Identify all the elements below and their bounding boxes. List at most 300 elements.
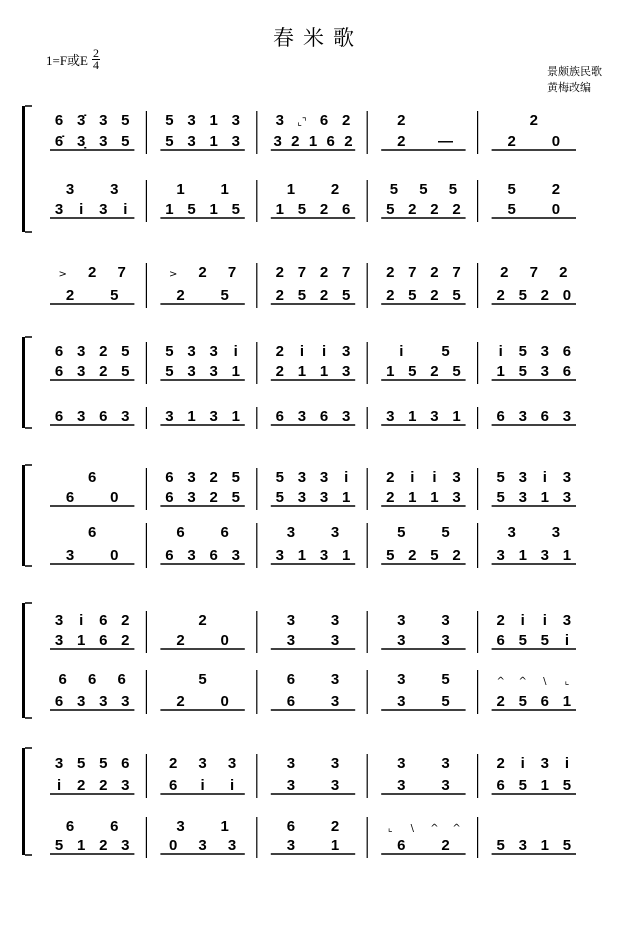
note-digit: 6 [88,671,97,688]
note-digit: ⌞ [387,823,393,834]
note-digit: 6 [54,343,64,360]
note-digit: 3 [121,837,130,854]
note-digit: 3 [386,408,395,425]
note-digit: 3 [518,469,527,486]
note-digit: 5 [231,201,240,218]
note-digit: 3 [562,612,572,629]
note-digit: 5 [419,181,428,198]
note-digit: 1 [518,547,527,564]
note-digit: 5 [408,363,417,380]
note-digit: 5 [110,287,119,304]
note-digit: 3 [54,755,64,772]
note-digit: i [399,343,404,360]
note-digit: 5 [275,489,285,506]
note-digit: 6 [540,693,550,710]
note-digit: 5 [231,469,240,486]
note-digit: 3 [286,777,296,794]
note-digit: i [229,777,235,794]
note-digit: 5 [397,524,406,541]
note-digit: \ [543,676,547,687]
note-digit: 1 [165,201,174,218]
note-digit: 3 [319,489,329,506]
note-digit: 3 [441,632,450,649]
note-digit: 5 [341,287,351,304]
note-digit: 2 [198,264,207,281]
note-digit: 3 [397,632,406,649]
note-digit: 3̣ [76,133,86,150]
note-digit: 3 [54,632,64,649]
note-digit: 5 [507,201,516,218]
note-digit: > [168,269,178,280]
note-digit: 2 [430,264,439,281]
note-digit: 6 [110,818,119,835]
note-digit: 2 [88,264,97,281]
note-digit: 3 [110,181,119,198]
note-digit: ^ [452,823,461,834]
note-digit: 3 [198,755,207,772]
note-digit: i [344,469,349,486]
note-digit: 3 [452,469,461,486]
note-digit: i [410,469,415,486]
score-title: 春米歌 [273,26,363,50]
note-digit: 0 [562,287,572,304]
note-digit: i [432,469,437,486]
note-digit: 3 [330,632,340,649]
note-digit: 2 [198,612,207,629]
note-digit: 5 [198,671,207,688]
note-digit: 2 [291,133,300,150]
note-digit: 1 [76,632,86,649]
note-digit: 3 [121,408,130,425]
note-digit: 5 [165,133,174,150]
note-digit: 2 [319,264,329,281]
note-digit: 3 [452,489,461,506]
note-digit: 0 [168,837,178,854]
note-digit: 3 [397,777,406,794]
note-digit: 2 [121,612,130,629]
note-digit: ^ [430,823,439,834]
note-digit: 6 [562,343,572,360]
note-digit: 7 [408,264,417,281]
note-digit: 1 [187,408,196,425]
note-digit: 3 [187,112,196,129]
time-signature-top: 2 [93,46,100,60]
note-digit: 3 [187,547,196,564]
note-digit: 1 [209,112,218,129]
note-digit: 5 [165,343,174,360]
note-digit: i [564,755,570,772]
note-digit: 2 [496,693,505,710]
note-digit: 2 [529,112,538,129]
note-digit: 2 [559,264,568,281]
note-digit: 3 [273,133,282,150]
note-digit: 3 [518,489,527,506]
note-digit: i [564,632,570,649]
system-brace [22,603,25,718]
note-digit: i [498,343,503,360]
note-digit: 5 [452,287,461,304]
note-digit: 1 [76,837,86,854]
note-digit: 3 [330,693,340,710]
note-digit: 7 [529,264,538,281]
note-digit: 3 [209,408,218,425]
note-digit: 3 [297,408,307,425]
note-digit: 3 [76,343,86,360]
note-digit: 5 [518,287,527,304]
note-digit: 0 [110,489,119,506]
credit-origin: 景颇族民歌 [547,65,602,78]
note-digit: 1 [540,489,550,506]
note-digit: 1 [341,547,351,564]
note-digit: 1 [562,547,572,564]
note-digit: 0 [220,693,229,710]
note-digit: 2 [452,201,461,218]
note-digit: 1 [496,363,505,380]
note-digit: 6 [341,201,351,218]
system-brace [22,337,25,428]
note-digit: 6 [220,524,229,541]
note-digit: 2 [507,133,516,150]
note-digit: 6 [319,408,329,425]
note-digit: 3 [540,755,550,772]
note-digit: 5 [518,343,527,360]
note-digit: 3 [330,612,340,629]
note-digit: 5 [275,469,285,486]
note-digit: 1 [220,181,229,198]
note-digit: 3 [341,363,351,380]
note-digit: 1 [286,181,296,198]
note-digit: 3 [275,547,285,564]
note-digit: 3 [76,693,86,710]
note-digit: 5 [518,632,527,649]
note-digit: 3 [562,469,572,486]
note-digit: 1 [275,201,285,218]
note-digit: 1 [220,818,229,835]
note-digit: 2 [496,612,505,629]
note-digit: 5 [496,837,505,854]
note-digit: > [58,269,67,280]
note-digit: 5 [389,181,399,198]
note-digit: 3 [99,693,108,710]
note-digit: 2 [99,777,108,794]
note-digit: ^ [518,676,527,687]
note-digit: 5 [441,693,450,710]
note-digit: 3 [187,363,196,380]
note-digit: 3 [187,469,196,486]
note-digit: 1 [176,181,185,198]
note-digit: 3 [99,201,108,218]
note-digit: 5 [562,777,572,794]
note-digit: 5 [518,777,527,794]
note-digit: 7 [117,264,126,281]
note-digit: 6 [496,632,505,649]
note-digit: 5 [562,837,572,854]
note-digit: 6 [319,112,329,129]
note-digit: i [299,343,305,360]
note-digit: 3 [227,837,237,854]
note-digit: 6 [54,112,64,129]
note-digit: ^ [496,676,505,687]
note-digit: 3 [540,547,550,564]
note-digit: 3 [540,363,550,380]
note-digit: 3 [518,408,527,425]
note-digit: 1 [386,363,395,380]
note-digit: 6 [99,632,108,649]
note-digit: 2 [330,818,340,835]
note-digit: 5 [165,112,174,129]
note-digit: 2 [344,133,353,150]
note-digit: 5 [441,343,450,360]
note-digit: 2 [386,469,395,486]
note-digit: 3 [330,671,340,688]
note-digit: 3 [99,133,108,150]
note-digit: 5 [165,363,174,380]
note-digit: 6 [275,408,285,425]
note-digit: 3 [165,408,174,425]
note-digit: 5 [430,547,439,564]
note-digit: 2 [386,264,395,281]
note-digit: 6 [496,408,505,425]
note-digit: 2 [319,201,329,218]
note-digit: 5 [441,524,450,541]
note-digit: i [233,343,238,360]
note-digit: 3 [65,547,75,564]
credit-arranger: 黄梅改编 [547,81,591,94]
note-digit: — [438,133,453,150]
note-digit: 3 [441,755,450,772]
note-digit: 2 [275,363,285,380]
note-digit: i [542,469,547,486]
note-digit: 6̇ [54,133,64,150]
note-digit: 3 [286,632,296,649]
note-digit: 6 [286,818,296,835]
note-digit: 2 [430,201,439,218]
note-digit: 2 [408,547,417,564]
note-digit: 5 [121,363,130,380]
note-digit: 3 [430,408,439,425]
note-digit: 3 [209,343,218,360]
note-digit: 6 [562,363,572,380]
note-digit: 1 [308,133,318,150]
note-digit: 3 [54,612,64,629]
note-digit: 3 [562,408,572,425]
note-digit: 6 [165,547,174,564]
note-digit: 2 [209,469,218,486]
note-digit: 3 [562,489,572,506]
note-digit: 1 [540,837,550,854]
note-digit: 3 [397,755,406,772]
note-digit: 6 [54,693,64,710]
note-digit: i [520,755,525,772]
note-digit: i [56,777,62,794]
note-digit: 3 [187,133,196,150]
note-digit: 5 [507,181,516,198]
note-digit: 6 [540,408,550,425]
time-signature-bottom: 4 [93,58,100,72]
note-digit: 6 [65,489,75,506]
note-digit: 3 [397,671,406,688]
note-digit: 1 [540,777,550,794]
note-digit: i [79,201,84,218]
note-digit: 3 [330,755,340,772]
note-digit: 3 [496,547,505,564]
note-digit: ⌞⌝ [297,117,307,128]
note-digit: 3 [65,181,75,198]
note-digit: 2 [176,287,185,304]
note-digit: 6 [165,489,174,506]
note-digit: 3 [286,524,296,541]
note-digit: 1 [297,363,307,380]
note-digit: 2 [330,181,340,198]
note-digit: 6 [168,777,178,794]
note-digit: 2 [430,363,439,380]
note-digit: 6 [286,671,296,688]
note-digit: i [200,777,205,794]
note-digit: 2 [452,547,461,564]
note-digit: 0 [551,201,561,218]
note-digit: i [79,612,84,629]
note-digit: 7 [452,264,461,281]
note-digit: 6 [65,818,75,835]
note-digit: 2 [168,755,178,772]
note-digit: 3 [297,489,307,506]
note-digit: 2 [99,363,108,380]
note-digit: 3 [121,693,130,710]
note-digit: 2 [209,489,218,506]
note-digit: 1 [330,837,340,854]
note-digit: 6 [326,133,335,150]
note-digit: 2 [500,264,509,281]
note-digit: 3̇ [76,112,86,129]
note-digit: 6 [496,777,505,794]
note-digit: 2 [275,343,285,360]
note-digit: 6 [54,363,64,380]
note-digit: 3 [76,408,86,425]
note-digit: 1 [562,693,572,710]
note-digit: 6 [176,524,185,541]
note-digit: 2 [386,287,395,304]
note-digit: 3 [54,201,64,218]
note-digit: 5 [297,201,307,218]
note-digit: 3 [319,547,329,564]
note-digit: 3 [286,612,296,629]
note-digit: 2 [176,632,185,649]
note-digit: 5 [386,547,395,564]
note-digit: 5 [441,671,450,688]
note-digit: 2 [341,112,351,129]
note-digit: 1 [341,489,351,506]
system-brace [22,465,25,566]
note-digit: 3 [441,777,450,794]
note-digit: 3 [231,133,240,150]
note-digit: 6 [88,469,97,486]
key-text: 1=F或E [46,53,89,68]
note-digit: 3 [341,408,351,425]
note-digit: 3 [507,524,516,541]
system-brace [22,748,25,855]
note-digit: 5 [448,181,458,198]
note-digit: 2 [176,693,185,710]
note-digit: 2 [551,181,561,198]
note-digit: 2 [397,112,406,129]
note-digit: 5 [496,489,505,506]
note-digit: 2 [408,201,417,218]
note-digit: 3 [187,489,196,506]
note-digit: 1 [209,201,218,218]
note-digit: i [123,201,128,218]
note-digit: 1 [430,489,439,506]
note-digit: 5 [121,112,130,129]
note-digit: 3 [518,837,527,854]
note-digit: 3 [286,837,296,854]
note-digit: 6 [209,547,218,564]
note-digit: 7 [297,264,307,281]
note-digit: 3 [441,612,450,629]
note-digit: 3 [397,612,406,629]
note-digit: 6 [121,755,130,772]
note-digit: 5 [297,287,307,304]
note-digit: i [542,612,547,629]
note-digit: 7 [227,264,237,281]
note-digit: 1 [452,408,461,425]
note-digit: 2 [386,489,395,506]
note-digit: 5 [518,363,527,380]
note-digit: 3 [209,363,218,380]
note-digit: 3 [231,547,240,564]
note-digit: 3 [330,524,340,541]
note-digit: 3 [187,343,196,360]
note-digit: 2 [397,133,406,150]
note-digit: 5 [187,201,196,218]
note-digit: 1 [408,408,417,425]
note-digit: 3 [76,363,86,380]
note-digit: 6 [117,671,126,688]
note-digit: 2 [275,287,285,304]
note-digit: 2 [99,837,108,854]
note-digit: 3 [176,818,185,835]
note-digit: 3 [121,777,130,794]
note-digit: 5 [76,755,86,772]
note-digit: 2 [496,755,505,772]
note-digit: 6 [99,612,108,629]
note-digit: 5 [540,632,550,649]
note-digit: 6 [397,837,406,854]
note-digit: 6 [88,524,97,541]
note-digit: 2 [76,777,86,794]
note-digit: 2 [99,343,108,360]
note-digit: 1 [231,363,240,380]
note-digit: 0 [110,547,119,564]
note-digit: 3 [231,112,240,129]
note-digit: 3 [198,837,207,854]
note-digit: 5 [231,489,240,506]
note-digit: 0 [551,133,561,150]
note-digit: 3 [540,343,550,360]
note-digit: 2 [121,632,130,649]
note-digit: 6 [286,693,296,710]
note-digit: 2 [65,287,75,304]
note-digit: 6 [58,671,67,688]
note-digit: 3 [397,693,406,710]
note-digit: \ [410,823,415,834]
note-digit: 5 [54,837,64,854]
note-digit: 3 [551,524,561,541]
note-digit: 5 [452,363,461,380]
note-digit: 2 [430,287,439,304]
note-digit: 5 [386,201,395,218]
note-digit: 2 [441,837,450,854]
note-digit: ⌞ [564,676,570,687]
